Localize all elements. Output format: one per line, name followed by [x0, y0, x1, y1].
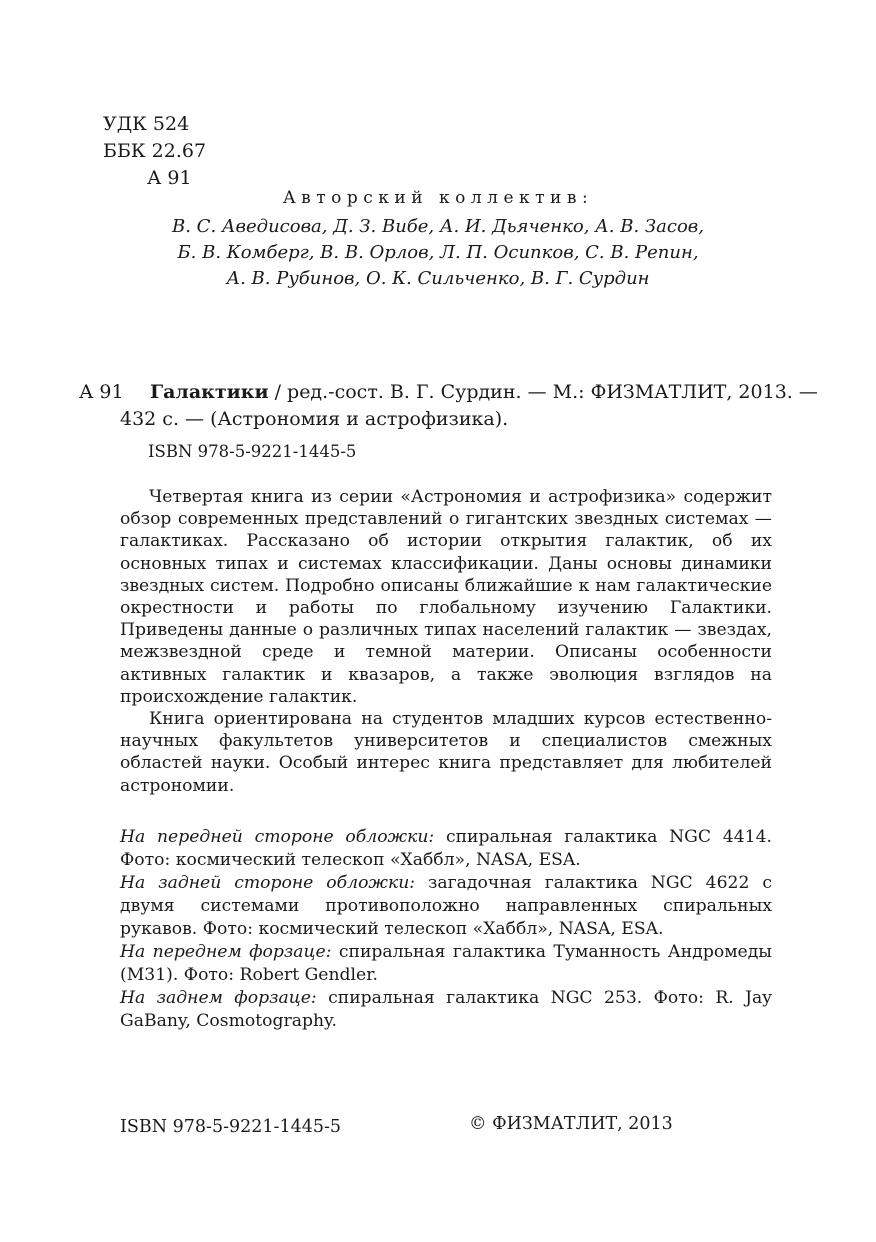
author-mark: А 91	[147, 167, 192, 189]
bibliography-mark: А 91	[79, 381, 124, 403]
authors-line-1: В. С. Аведисова, Д. З. Вибе, А. И. Дьяченко, А. В. Засов,	[172, 216, 704, 237]
footer-isbn: ISBN 978-5-9221-1445-5	[120, 1117, 342, 1137]
bibliography-line-2: 432 с. — (Астрономия и астрофизика).	[120, 408, 509, 430]
cover-note-text: загадочная галактика NGC 4622 с двумя системами противоположно направленных спиральных рукавов. Фото: космический телескоп «Хаббл», NASA, ESA.	[120, 873, 772, 939]
cover-note-back-endpaper	[120, 987, 772, 1033]
cover-note-label: На заднем форзаце:	[120, 988, 317, 1008]
cover-note-text: спиральная галактика Туманность Андромеды (M31). Фото: Robert Gendler.	[120, 942, 772, 985]
cover-note-back	[120, 872, 772, 941]
cover-note-front-endpaper	[120, 941, 772, 987]
authors-line-3: А. В. Рубинов, О. К. Сильченко, В. Г. Сурдин	[226, 268, 650, 289]
authors-line-2: Б. В. Комберг, В. В. Орлов, Л. П. Осипков, С. В. Репин,	[177, 242, 699, 263]
annotation-paragraph-1: Четвертая книга из серии «Астрономия и астрофизика» содержит обзор современных представлений о гигантских звездных системах — галактиках. Рассказано об истории открытия галактик, об их основных типах и системах классификации. Даны основы динамики звездных систем. Подробно описаны ближайшие к нам галактические окрестности и работы по глобальному изучению Галактики. Приведены данные о различных типах населений галактик — звездах, межзвездной среде и темной материи. Описаны особенности активных галактик и квазаров, а также эволюция взглядов на происхождение галактик.	[120, 487, 772, 707]
cover-note-label: На задней стороне обложки:	[120, 873, 416, 893]
bibliography-isbn: ISBN 978-5-9221-1445-5	[148, 442, 357, 461]
bbk-code: ББК 22.67	[103, 140, 207, 162]
bibliography-line-1	[150, 381, 818, 403]
cover-note-label: На переднем форзаце:	[120, 942, 332, 962]
cover-notes	[120, 826, 772, 1033]
bibliography-imprint: / ред.-сост. В. Г. Сурдин. — М.: ФИЗМАТЛИТ, 2013. —	[268, 381, 818, 403]
cover-note-text: спиральная галактика NGC 4414. Фото: космический телескоп «Хаббл», NASA, ESA.	[120, 827, 772, 870]
footer-copyright: © ФИЗМАТЛИТ, 2013	[469, 1114, 673, 1134]
cover-note-front	[120, 826, 772, 872]
udk-code: УДК 524	[103, 113, 190, 135]
annotation	[120, 486, 772, 797]
cover-note-text: спиральная галактика NGC 253. Фото: R. Jay GaBany, Cosmotography.	[120, 988, 772, 1031]
authors-heading: Авторский коллектив:	[282, 188, 594, 208]
cover-note-label: На передней стороне обложки:	[120, 827, 435, 847]
book-title: Галактики	[150, 381, 269, 403]
annotation-paragraph-2: Книга ориентирована на студентов младших курсов естественно-научных факультетов университетов и специалистов смежных областей науки. Особый интерес книга представляет для любителей астрономии.	[120, 709, 772, 796]
